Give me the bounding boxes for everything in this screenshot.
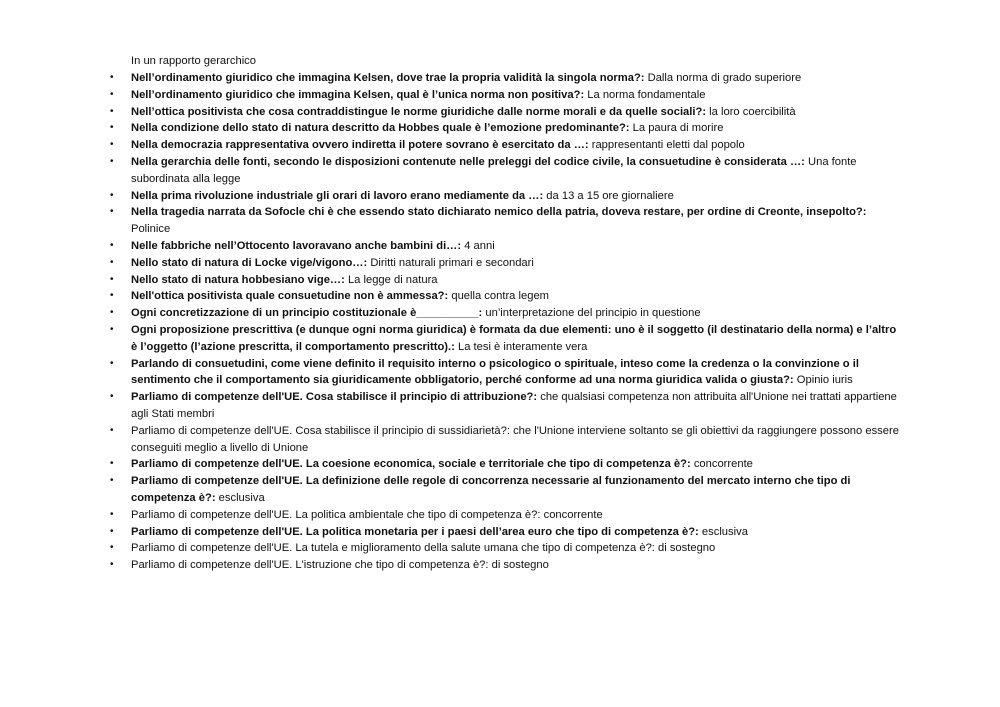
list-item [110, 87, 900, 104]
answer-text: Diritti naturali primari e secondari [370, 256, 534, 269]
answer-text: La paura di morire [632, 122, 724, 135]
question-text: Nella condizione dello stato di natura descritto da Hobbes quale è l’emozione predominante?: [131, 122, 630, 135]
bullet-icon: • [110, 139, 114, 151]
list-item [110, 389, 900, 423]
question-text: Parliamo di competenze dell'UE. Cosa stabilisce il principio di attribuzione?: [131, 391, 538, 404]
bullet-icon: • [110, 508, 114, 520]
bullet-icon: • [110, 357, 114, 369]
question-text: Parliamo di competenze dell'UE. La politica ambientale che tipo di competenza è?: [131, 508, 541, 521]
answer-text: La legge di natura [347, 273, 438, 286]
answer-text: La tesi è interamente vera [457, 340, 588, 353]
question-text: Parliamo di competenze dell'UE. La coesione economica, sociale e territoriale che tipo di competenza è?: [131, 458, 691, 471]
question-text: Nell'ottica positivista quale consuetudine non è ammessa?: [131, 290, 449, 303]
answer-text: quella contra legem [451, 290, 549, 303]
bullet-icon: • [110, 307, 114, 319]
question-text: Nell’ottica positivista che cosa contraddistingue le norme giuridiche dalle norme morali e da quelle sociali?: [131, 105, 707, 118]
question-text: Parliamo di competenze dell'UE. Cosa stabilisce il principio di sussidiarietà?: [131, 424, 510, 437]
list-item [110, 255, 900, 272]
question-text: Nello stato di natura hobbesiano vige…: [131, 273, 345, 286]
bullet-icon: • [110, 391, 114, 403]
question-text: Parliamo di competenze dell'UE. La politica monetaria per i paesi dell’area euro che tipo di competenza è?: [131, 525, 699, 538]
answer-text: concorrente [693, 458, 753, 471]
list-item [110, 524, 900, 541]
intro-line: In un rapporto gerarchico [131, 55, 257, 67]
bullet-icon: • [110, 525, 114, 537]
bullet-icon: • [110, 189, 114, 201]
answer-text: che qualsiasi competenza non attribuita all'Unione nei trattati appartiene agli Stati membri [131, 391, 897, 420]
question-text: Nella democrazia rappresentativa ovvero indiretta il potere sovrano è esercitato da …: [131, 139, 589, 152]
bullet-icon: • [110, 559, 114, 571]
list-item [110, 356, 900, 390]
answer-text: rappresentanti eletti dal popolo [591, 139, 745, 152]
answer-text: concorrente [543, 508, 603, 521]
question-text: Ogni concretizzazione di un principio costituzionale è__________: [131, 307, 483, 320]
question-text: Nello stato di natura di Locke vige/vigono…: [131, 256, 368, 269]
bullet-icon: • [110, 256, 114, 268]
bullet-icon: • [110, 72, 114, 83]
bullet-icon: • [110, 475, 114, 487]
bullet-icon: • [110, 88, 114, 100]
bullet-icon: • [110, 155, 114, 167]
bullet-icon: • [110, 273, 114, 285]
list-item [110, 70, 900, 87]
question-text: Nella tragedia narrata da Sofocle chi è che essendo stato dichiarato nemico della patria, doveva restare, per ordine di Creonte, insepolto?: [131, 206, 867, 219]
list-item [110, 238, 900, 255]
list-item [110, 322, 900, 356]
question-answer-list [110, 70, 900, 574]
answer-text: 4 anni [464, 239, 495, 252]
list-item [110, 288, 900, 305]
bullet-icon: • [110, 458, 114, 470]
question-text: Nell’ordinamento giuridico che immagina Kelsen, dove trae la propria validità la singola norma?: [131, 72, 645, 84]
answer-text: di sostegno [658, 542, 716, 555]
list-item [110, 154, 900, 188]
question-text: Nella prima rivoluzione industriale gli orari di lavoro erano mediamente da …: [131, 189, 544, 202]
list-item [110, 507, 900, 524]
answer-text: Dalla norma di grado superiore [647, 72, 802, 84]
answer-text: la loro coercibilità [709, 105, 796, 118]
list-item [110, 456, 900, 473]
question-text: Ogni proposizione prescrittiva (e dunque ogni norma giuridica) è formata da due elementi: uno è il soggetto (il destinatario della norma) e l’altro è l’oggetto (l’azione prescritta, il comportamento prescritto).: [131, 323, 897, 353]
list-item [110, 137, 900, 154]
bullet-icon: • [110, 542, 114, 554]
answer-text: esclusiva [701, 525, 748, 538]
bullet-icon: • [110, 122, 114, 134]
question-text: Parliamo di competenze dell'UE. La definizione delle regole di concorrenza necessarie al funzionamento del mercato interno che tipo di competenza è?: [131, 475, 851, 504]
answer-text: La norma fondamentale [587, 88, 706, 101]
list-item [110, 188, 900, 205]
bullet-icon: • [110, 105, 114, 117]
list-item [110, 272, 900, 289]
list-item [110, 204, 900, 238]
question-text: Nella gerarchia delle fonti, secondo le disposizioni contenute nelle preleggi del codice civile, la consuetudine è considerata …: [131, 155, 805, 168]
bullet-icon: • [110, 323, 114, 335]
answer-text: un’interpretazione del principio in questione [485, 307, 701, 320]
answer-text: di sostegno [491, 559, 549, 572]
question-text: Parliamo di competenze dell'UE. L'istruzione che tipo di competenza è?: [131, 559, 489, 572]
list-item [110, 423, 900, 457]
list-item [110, 557, 900, 574]
list-item [110, 540, 900, 557]
question-text: Nell’ordinamento giuridico che immagina Kelsen, qual è l’unica norma non positiva?: [131, 88, 585, 101]
list-item [110, 104, 900, 121]
bullet-icon: • [110, 239, 114, 251]
answer-text: che l'Unione interviene soltanto se gli obiettivi da raggiungere possono essere conseguiti meglio a livello di Unione [131, 424, 899, 454]
question-text: Nelle fabbriche nell’Ottocento lavoravano anche bambini di…: [131, 239, 462, 252]
question-text: Parliamo di competenze dell'UE. La tutela e miglioramento della salute umana che tipo di competenza è?: [131, 542, 655, 555]
answer-text: Opinio iuris [796, 374, 853, 387]
question-text: Parlando di consuetudini, come viene definito il requisito interno o psicologico o spirituale, inteso come la credenza o la convinzione o il sentimento che il comportamento sia giuridicamente obbligatorio, perché conforme ad una norma giuridica valida o giusta?: [131, 357, 859, 387]
list-item [110, 305, 900, 322]
list-item [110, 473, 900, 507]
answer-text: esclusiva [218, 491, 265, 504]
answer-text: Polinice [131, 223, 171, 236]
bullet-icon: • [110, 424, 114, 436]
list-item [110, 120, 900, 137]
answer-text: da 13 a 15 ore giornaliere [546, 189, 674, 202]
answer-text: Una fonte subordinata alla legge [131, 155, 857, 185]
bullet-icon: • [110, 206, 114, 218]
bullet-icon: • [110, 290, 114, 302]
